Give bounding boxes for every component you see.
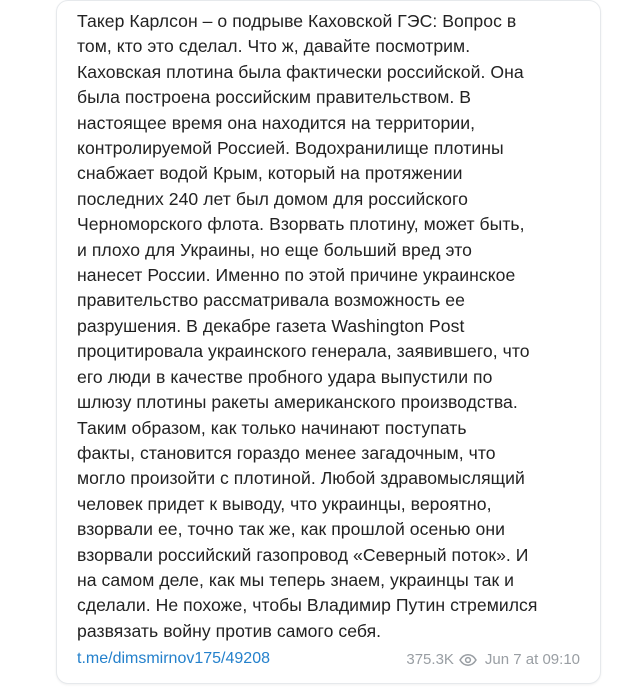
eye-icon bbox=[459, 653, 477, 665]
message-line: том, кто это сделал. Что ж, давайте посмотрим. bbox=[77, 36, 471, 57]
message-line: правительство рассматривала возможность ее bbox=[77, 290, 465, 311]
message-line: взорвали российский газопровод «Северный поток». И bbox=[77, 544, 529, 565]
message-line: факты, становится гораздо менее загадочным, что bbox=[77, 442, 496, 463]
message-footer bbox=[77, 647, 580, 671]
message-line: на самом деле, как мы теперь знаем, украинцы так и bbox=[77, 569, 515, 590]
message-line: шлюзу плотины ракеты американского производства. bbox=[77, 392, 518, 413]
views-count: 375.3K bbox=[406, 650, 454, 668]
message-line: Таким образом, как только начинают поступать bbox=[77, 417, 467, 438]
message-line: настоящее время она находится на территории, bbox=[77, 112, 476, 133]
message-text bbox=[77, 9, 602, 644]
message-line: контролируемой Россией. Водохранилище плотины bbox=[77, 138, 504, 159]
message-line: Такер Карлсон – о подрыве Каховской ГЭС: Вопрос в bbox=[77, 11, 517, 31]
message-line: взорвали ее, точно так же, как прошлой осенью они bbox=[77, 519, 505, 540]
message-bubble bbox=[56, 0, 601, 684]
post-date: Jun 7 at 09:10 bbox=[484, 650, 580, 668]
message-line: разрушения. В декабре газета Washington Post bbox=[77, 315, 465, 336]
message-line: процитировала украинского генерала, заявившего, что bbox=[77, 341, 530, 362]
message-line: была построена российским правительством. В bbox=[77, 87, 472, 108]
message-line: сделали. Не похоже, чтобы Владимир Путин стремился bbox=[77, 595, 538, 616]
message-meta bbox=[406, 651, 580, 668]
message-line: его люди в качестве пробного удара выпустили по bbox=[77, 366, 493, 387]
message-line: нанесет России. Именно по этой причине украинское bbox=[77, 265, 516, 286]
message-line: последних 240 лет был домом для российского bbox=[77, 188, 468, 209]
message-line: развязать войну против самого себя. bbox=[77, 620, 382, 641]
message-line: Каховская плотина была фактически российской. Она bbox=[77, 61, 524, 82]
message-line: Черноморского флота. Взорвать плотину, может быть, bbox=[77, 214, 525, 235]
message-line: могло произойти с плотиной. Любой здравомыслящий bbox=[77, 468, 525, 489]
message-line: снабжает водой Крым, который на протяжении bbox=[77, 163, 463, 184]
post-link[interactable]: t.me/dimsmirnov175/49208 bbox=[77, 650, 270, 667]
message-line: человек придет к выводу, что украинцы, вероятно, bbox=[77, 493, 492, 514]
message-line: и плохо для Украины, но еще больший вред это bbox=[77, 239, 472, 260]
